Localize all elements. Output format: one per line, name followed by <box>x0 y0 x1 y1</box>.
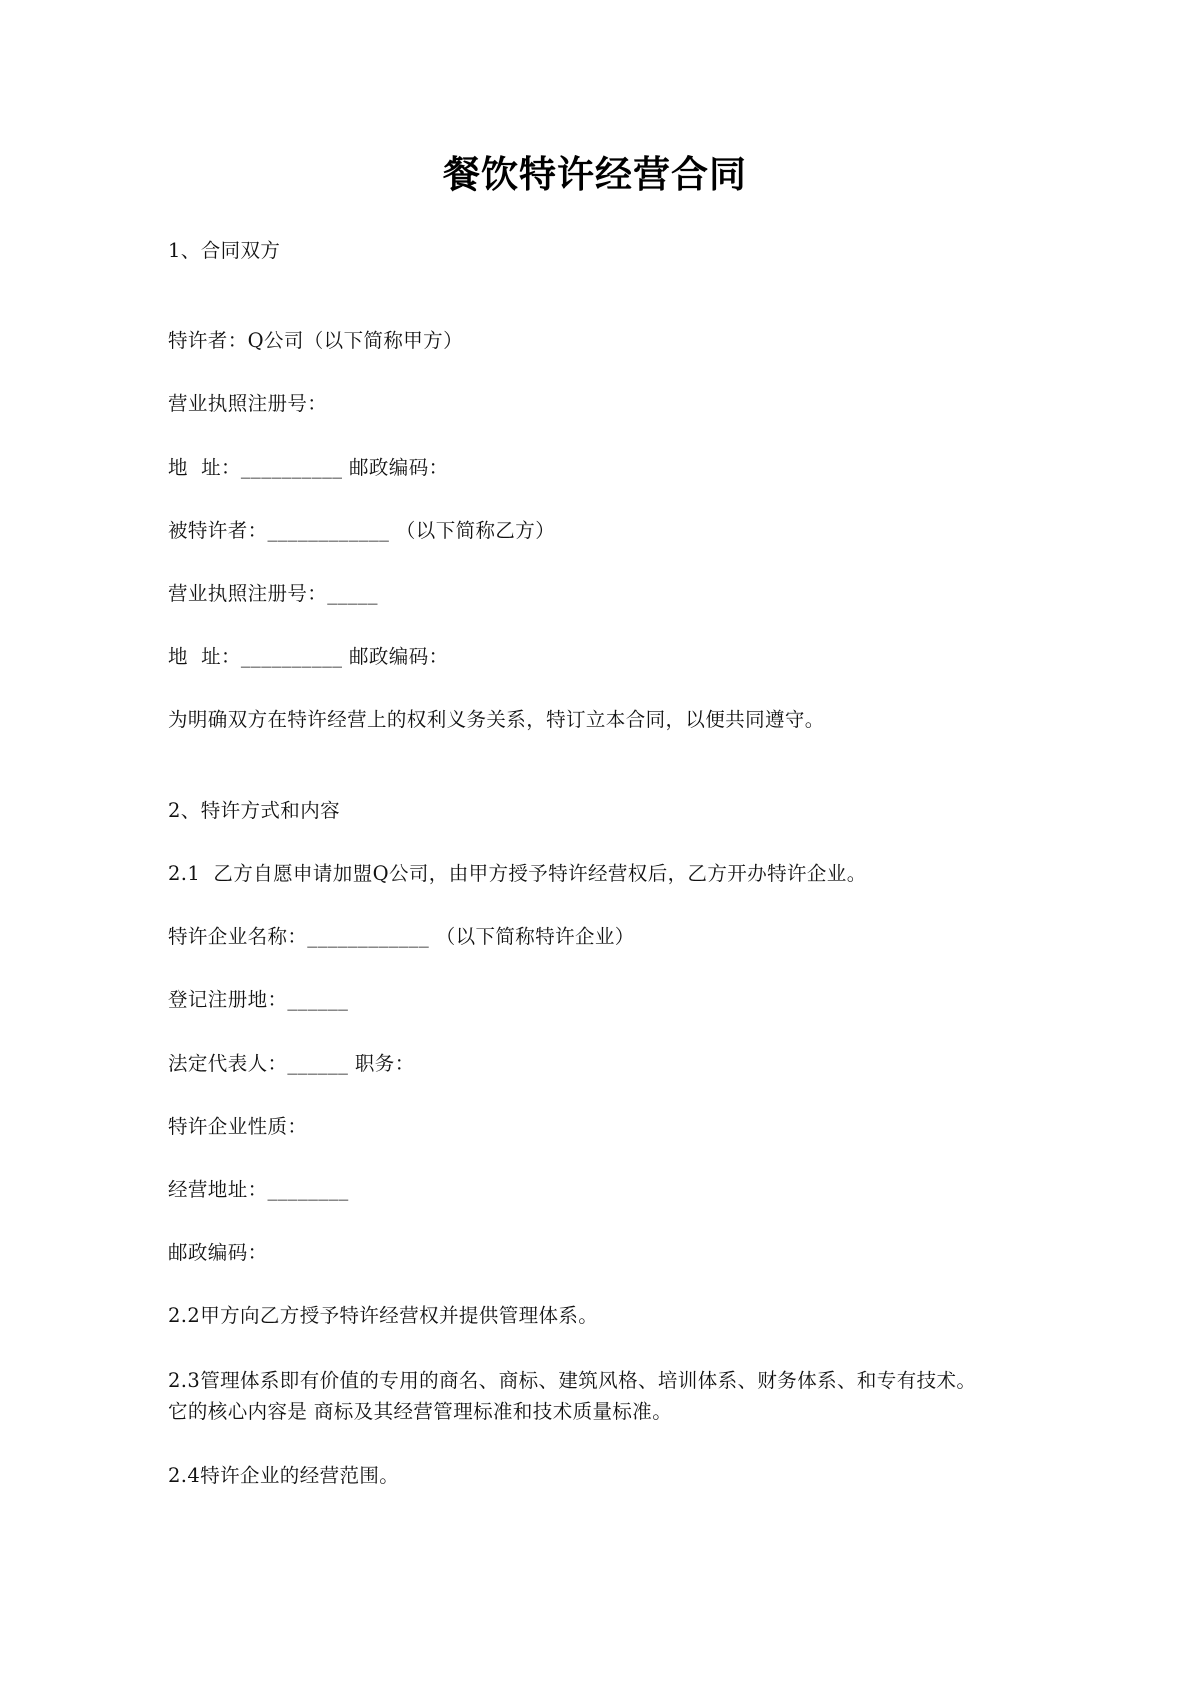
page-title: 餐饮特许经营合同 <box>443 152 747 196</box>
registration-place-line: 登记注册地：______ <box>168 988 349 1012</box>
spacer <box>168 420 1022 453</box>
legal-representative-line: 法定代表人：______ 职务： <box>168 1051 415 1075</box>
franchisor-address-line: 地 址：__________ 邮政编码： <box>168 455 449 479</box>
document-body <box>168 200 1022 1491</box>
clause-2-1: 2.1 乙方自愿申请加盟Q公司，由甲方授予特许经营权后，乙方开办特许企业。 <box>168 861 867 885</box>
franchisor-license-number-line: 营业执照注册号： <box>168 392 328 416</box>
enterprise-nature-line: 特许企业性质： <box>168 1114 308 1138</box>
spacer <box>168 483 1022 516</box>
spacer <box>168 672 1022 705</box>
franchisee-address-line: 地 址：__________ 邮政编码： <box>168 645 449 669</box>
franchise-enterprise-name-line: 特许企业名称：____________ （以下简称特许企业） <box>168 925 635 949</box>
section-heading-2: 2、特许方式和内容 <box>168 798 341 822</box>
spacer <box>168 1268 1022 1301</box>
postal-code-line: 邮政编码： <box>168 1241 268 1265</box>
purpose-statement: 为明确双方在特许经营上的权利义务关系，特订立本合同，以便共同遵守。 <box>168 708 825 732</box>
franchisor-line: 特许者：Q公司（以下简称甲方） <box>168 329 463 353</box>
business-address-line: 经营地址：________ <box>168 1178 349 1201</box>
spacer <box>168 546 1022 579</box>
clause-2-4: 2.4特许企业的经营范围。 <box>168 1463 400 1487</box>
spacer <box>168 356 1022 389</box>
spacer <box>168 889 1022 922</box>
spacer <box>168 826 1022 859</box>
spacer <box>168 609 1022 642</box>
spacer <box>168 266 1022 326</box>
spacer <box>168 1205 1022 1238</box>
franchisee-license-number-line: 营业执照注册号：_____ <box>168 582 378 606</box>
spacer <box>168 1079 1022 1112</box>
franchisee-line: 被特许者：____________ （以下简称乙方） <box>168 518 556 542</box>
spacer <box>168 1016 1022 1049</box>
spacer <box>168 952 1022 985</box>
spacer <box>168 1428 1022 1461</box>
clause-2-3: 2.3管理体系即有价值的专用的商名、商标、建筑风格、培训体系、财务体系、和专有技术。它的核心内容是 商标及其经营管理标准和技术质量标准。 <box>168 1368 977 1424</box>
section-heading-1: 1、合同双方 <box>168 238 281 262</box>
spacer <box>168 1332 1022 1365</box>
clause-2-2: 2.2甲方向乙方授予特许经营权并提供管理体系。 <box>168 1304 599 1328</box>
spacer <box>168 1142 1022 1175</box>
spacer <box>168 736 1022 796</box>
